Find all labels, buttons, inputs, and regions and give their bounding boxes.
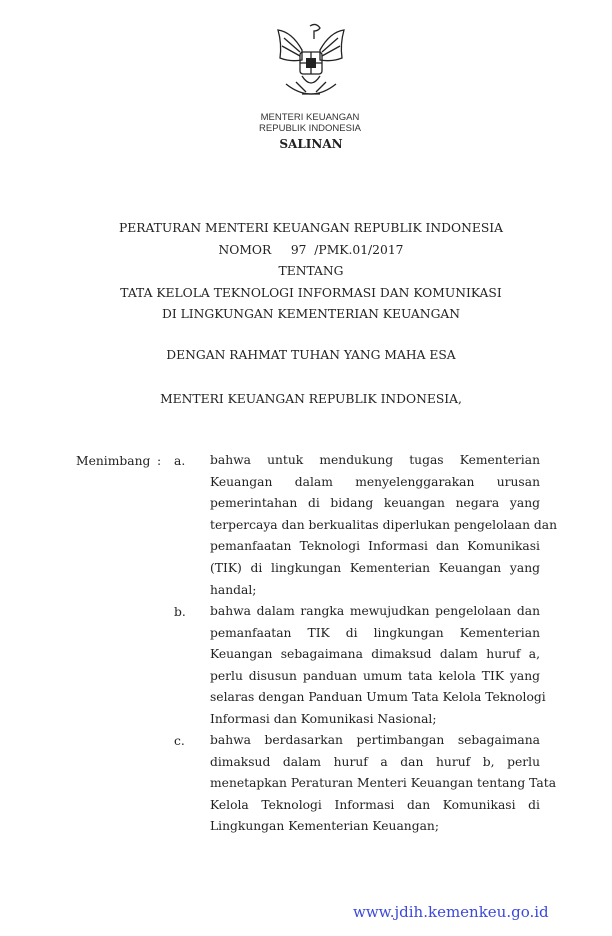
paragraph-line: bahwa dalam rangka mewujudkan pengelolaan dan xyxy=(210,604,540,618)
paragraph-line: perlu disusun panduan umum tata kelola TIK yang xyxy=(210,668,540,683)
paragraph-line: terpercaya dan berkualitas diperlukan pengelolaan dan xyxy=(210,517,558,532)
subject-line1: TATA KELOLA TEKNOLOGI INFORMASI DAN KOMUNIKASI xyxy=(120,286,502,300)
paragraph-line: menetapkan Peraturan Menteri Keuangan tentang Tata xyxy=(210,776,557,791)
invocation: DENGAN RAHMAT TUHAN YANG MAHA ESA xyxy=(166,348,456,362)
item-marker-c: c. xyxy=(174,734,185,748)
paragraph-line: pemanfaatan Teknologi Informasi dan Komunikasi xyxy=(210,539,540,554)
salinan-stamp: SALINAN xyxy=(279,137,343,151)
paragraph-line: bahwa berdasarkan pertimbangan sebagaimana xyxy=(210,733,540,747)
paragraph-line: Informasi dan Komunikasi Nasional; xyxy=(210,711,437,726)
regulation-number: NOMOR 97 /PMK.01/2017 xyxy=(218,243,404,257)
considering-item-c xyxy=(210,730,557,838)
item-marker-b: b. xyxy=(174,605,186,619)
footer-website-link[interactable]: www.jdih.kemenkeu.go.id xyxy=(353,903,549,921)
paragraph-line: handal; xyxy=(210,582,257,597)
paragraph-line: Lingkungan Kementerian Keuangan; xyxy=(210,819,439,834)
paragraph-line: dimaksud dalam huruf a dan huruf b, perlu xyxy=(210,754,540,769)
issuer: MENTERI KEUANGAN REPUBLIK INDONESIA, xyxy=(160,392,462,406)
letterhead-line2: REPUBLIK INDONESIA xyxy=(259,123,361,134)
paragraph-line: bahwa untuk mendukung tugas Kementerian xyxy=(210,453,540,467)
paragraph-line: Kelola Teknologi Informasi dan Komunikasi di xyxy=(210,797,540,812)
considering-colon: : xyxy=(157,454,162,468)
letterhead-line1: MENTERI KEUANGAN xyxy=(260,112,360,123)
regulation-title: PERATURAN MENTERI KEUANGAN REPUBLIK INDONESIA xyxy=(118,221,504,235)
paragraph-line: pemanfaatan TIK di lingkungan Kementerian xyxy=(210,625,540,640)
subject-line2: DI LINGKUNGAN KEMENTERIAN KEUANGAN xyxy=(161,307,461,321)
considering-label: Menimbang xyxy=(76,454,151,468)
paragraph-line: pemerintahan di bidang keuangan negara yang xyxy=(210,496,540,511)
about-heading: TENTANG xyxy=(278,264,344,278)
paragraph-line: selaras dengan Panduan Umum Tata Kelola Teknologi xyxy=(210,690,546,705)
considering-item-b xyxy=(210,601,546,731)
paragraph-line: (TIK) di lingkungan Kementerian Keuangan yang xyxy=(210,560,540,575)
considering-item-a xyxy=(210,450,558,601)
paragraph-line: Keuangan dalam menyelenggarakan urusan xyxy=(210,474,540,489)
garuda-emblem-icon xyxy=(272,20,350,112)
item-marker-a: a. xyxy=(174,454,186,468)
paragraph-line: Keuangan sebagaimana dimaksud dalam huruf a, xyxy=(210,647,540,662)
